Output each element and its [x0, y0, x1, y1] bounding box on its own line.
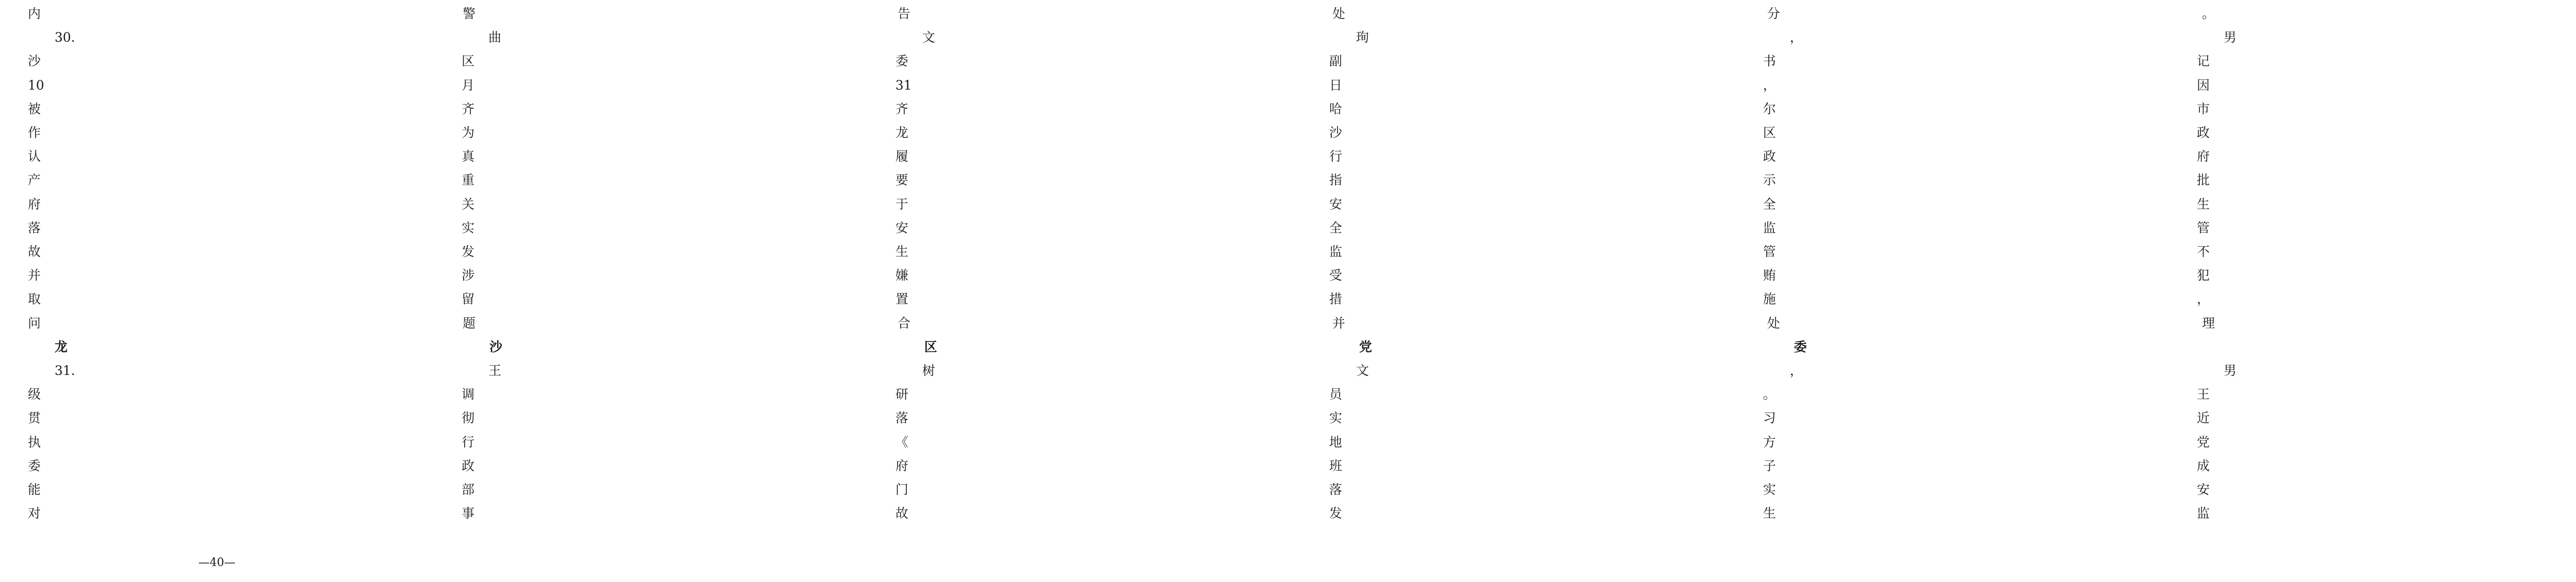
text-line: 问 题 合 并 处 理	[28, 315, 2215, 331]
text-line: 并 涉 嫌 受 贿 犯	[28, 268, 2210, 283]
page-number: —40—	[198, 556, 235, 569]
text-line: 内 警 告 处 分 。	[28, 6, 2215, 21]
text-line: 被 齐 齐 哈 尔 市	[28, 101, 2210, 116]
text-line: 贯 彻 落 实 习 近	[28, 410, 2210, 426]
text-line: 认 真 履 行 政 府	[28, 149, 2210, 164]
text-line: 委 政 府 班 子 成	[28, 458, 2210, 473]
text-line: 落 实 安 全 监 管	[28, 220, 2210, 235]
text-line: 31. 王 树 文 ， 男	[55, 363, 2237, 378]
text-line: 10 月 31 日 ， 因	[28, 77, 2210, 93]
text-line: 府 关 于 安 全 生	[28, 196, 2210, 212]
text-line: 取 留 置 措 施 ，	[28, 292, 2210, 307]
text-line: 作 为 龙 沙 区 政	[28, 125, 2210, 140]
text-line: 沙 区 委 副 书 记	[28, 54, 2210, 69]
text-line: 30. 曲 文 珣 ， 男	[55, 30, 2237, 45]
text-line: 对 事 故 发 生 监	[28, 506, 2210, 521]
text-line: 能 部 门 落 实 安	[28, 482, 2210, 497]
text-line: 执 行 《 地 方 党	[28, 434, 2210, 450]
text-line: 级 调 研 员 。 王	[28, 387, 2210, 402]
section-heading: 龙 沙 区 党 委	[55, 339, 1807, 354]
text-line: 产 重 要 指 示 批	[28, 173, 2210, 188]
text-line: 故 发 生 监 管 不	[28, 244, 2210, 259]
